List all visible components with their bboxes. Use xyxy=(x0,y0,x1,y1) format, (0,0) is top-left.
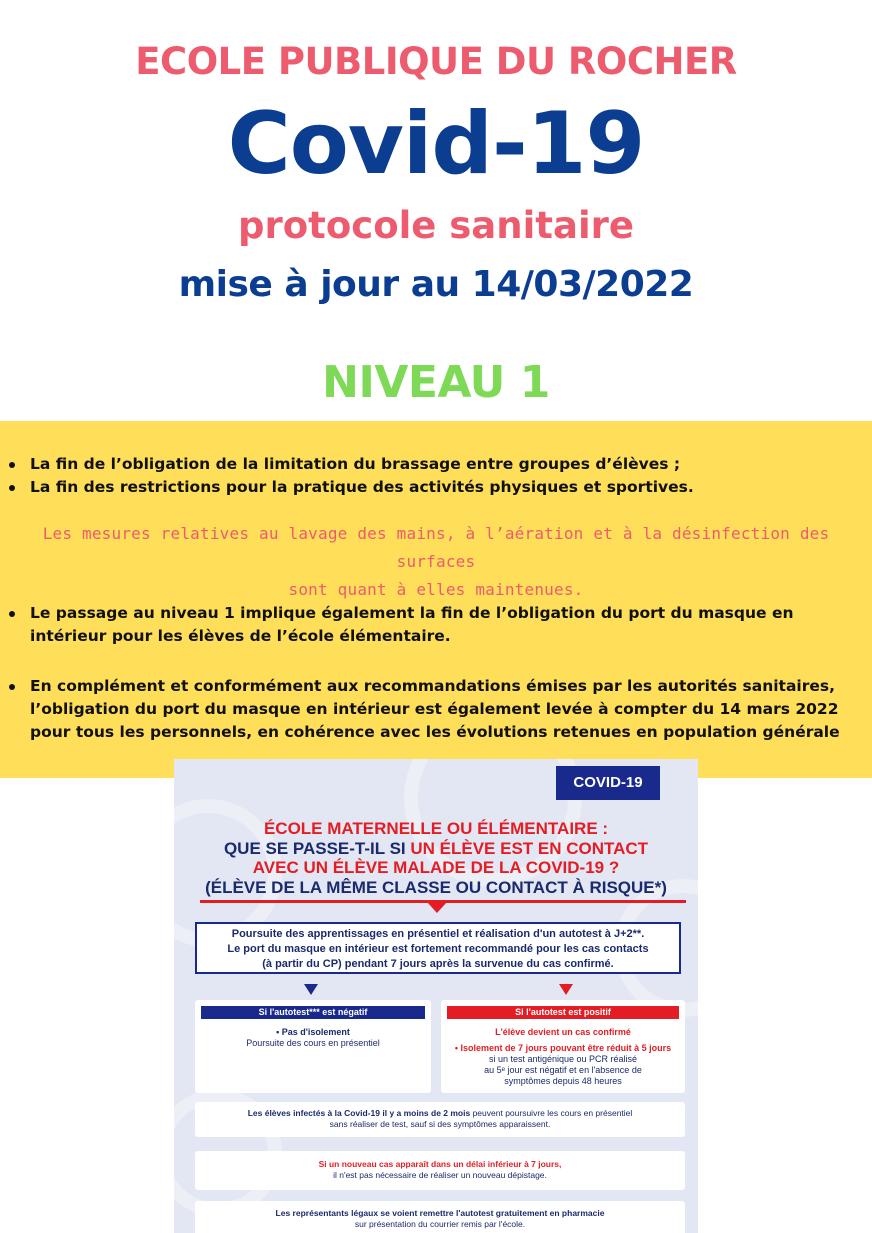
card-emphasis: Les élèves infectés à la Covid-19 il y a moins de 2 mois xyxy=(247,1108,471,1118)
infected-students-card xyxy=(195,1102,685,1137)
negative-test-card xyxy=(195,1000,431,1093)
card-line: il n'est pas nécessaire de réaliser un nouveau dépistage. xyxy=(333,1170,547,1180)
procedure-line: (à partir du CP) pendant 7 jours après la survenue du cas confirmé. xyxy=(262,958,614,970)
note-line: Les mesures relatives au lavage des mains, à l’aération et à la désinfection des surfaces xyxy=(42,524,830,571)
title-line xyxy=(174,839,698,859)
card-line: symptômes depuis 48 heures xyxy=(504,1076,622,1086)
subtitle: protocole sanitaire xyxy=(238,204,634,247)
list-item-text: En complément et conformément aux recommandations émises par les autorités sanitaires, l’obligation du port du masque en intérieur est également levée à compter du 14 mars 2022 pour tous les personnels, en cohérence avec les évolutions retenues en population générale xyxy=(30,677,840,741)
update-date: mise à jour au 14/03/2022 xyxy=(178,264,694,305)
card-line xyxy=(195,1108,685,1119)
procedure-line: Poursuite des apprentissages en présentiel et réalisation d'un autotest à J+2**. xyxy=(231,928,645,940)
card-line: • Isolement de 7 jours pouvant être réduit à 5 jours xyxy=(454,1043,672,1053)
arrow-down-icon xyxy=(304,984,318,995)
card-line: au 5ᵉ jour est négatif et en l'absence de xyxy=(484,1065,642,1075)
card-line: sans réaliser de test, sauf si des symptômes apparaissent. xyxy=(329,1119,551,1129)
title-line: ÉCOLE MATERNELLE OU ÉLÉMENTAIRE : xyxy=(263,819,609,838)
title-text: QUE SE PASSE-T-IL SI xyxy=(223,838,411,858)
arrow-down-icon xyxy=(559,984,573,995)
bullet-icon xyxy=(9,611,15,617)
list-item-text: La fin de l’obligation de la limitation du brassage entre groupes d’élèves ; xyxy=(30,455,681,473)
list-item xyxy=(0,453,860,476)
list-item xyxy=(0,476,860,499)
contact-infographic xyxy=(174,759,698,1233)
page-title: Covid-19 xyxy=(227,94,645,194)
list-item-text: La fin des restrictions pour la pratique des activités physiques et sportives. xyxy=(30,478,694,496)
measures-list xyxy=(0,453,860,499)
level-heading: NIVEAU 1 xyxy=(322,357,550,408)
positive-test-card xyxy=(441,1000,685,1093)
card-line: • Pas d'isolement xyxy=(276,1027,350,1037)
measures-band xyxy=(0,421,872,778)
card-line: Poursuite des cours en présentiel xyxy=(246,1038,380,1048)
card-line: sur présentation du courrier remis par l'école. xyxy=(354,1219,526,1229)
measures-list xyxy=(0,675,860,744)
list-item xyxy=(0,675,860,744)
covid-badge: COVID-19 xyxy=(556,766,660,800)
card-heading: Si l'autotest*** est négatif xyxy=(201,1006,425,1019)
measures-list xyxy=(0,602,860,648)
legal-guardians-card xyxy=(195,1201,685,1233)
title-highlight: UN ÉLÈVE EST EN CONTACT xyxy=(410,838,649,858)
hygiene-note xyxy=(20,520,852,604)
card-line: si un test antigénique ou PCR réalisé xyxy=(488,1054,638,1064)
title-line: (ÉLÈVE DE LA MÊME CLASSE OU CONTACT À RISQUE*) xyxy=(205,877,667,897)
list-item-text: Le passage au niveau 1 implique également la fin de l’obligation du port du masque en intérieur pour les élèves de l’école élémentaire. xyxy=(30,604,794,645)
list-item xyxy=(0,602,860,648)
procedure-line: Le port du masque en intérieur est fortement recommandé pour les cas contacts xyxy=(227,943,649,955)
school-name: ECOLE PUBLIQUE DU ROCHER xyxy=(135,40,737,83)
bullet-icon xyxy=(9,684,15,690)
card-line: L'élève devient un cas confirmé xyxy=(495,1027,631,1037)
procedure-box xyxy=(195,922,681,974)
bullet-icon xyxy=(9,485,15,491)
card-text: peuvent poursuivre les cours en présentiel xyxy=(470,1108,633,1118)
title-line: AVEC UN ÉLÈVE MALADE DE LA COVID-19 ? xyxy=(252,858,620,877)
card-heading: Si l'autotest est positif xyxy=(447,1006,679,1019)
pointer-down-icon xyxy=(427,902,447,913)
new-case-card xyxy=(195,1151,685,1190)
bullet-icon xyxy=(9,462,15,468)
infographic-title xyxy=(174,819,698,897)
card-line: Les représentants légaux se voient remettre l'autotest gratuitement en pharmacie xyxy=(275,1208,605,1218)
note-line: sont quant à elles maintenues. xyxy=(288,580,584,599)
card-line: Si un nouveau cas apparaît dans un délai inférieur à 7 jours, xyxy=(318,1159,562,1169)
